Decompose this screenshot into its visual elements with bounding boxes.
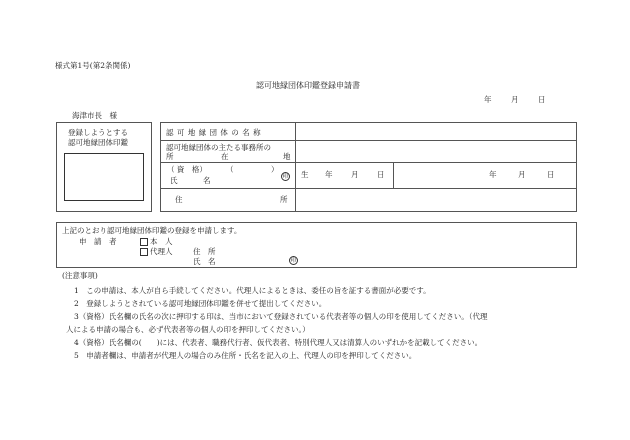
office-label-2b: 在 — [221, 152, 229, 161]
option-agent-label: 代理人 — [150, 247, 173, 256]
birth-month-label: 月 — [351, 170, 359, 179]
applicant-label: 申 請 者 — [79, 237, 117, 246]
agent-checkbox[interactable] — [140, 248, 148, 256]
seal-section-label-1: 登録しようとする — [68, 128, 128, 137]
seal-section — [56, 122, 152, 212]
office-label-2a: 所 — [166, 152, 174, 161]
birth-day-label: 日 — [377, 170, 385, 179]
group-name-label: 認 可 地 縁 団 体 の 名 称 — [166, 128, 262, 137]
birth-label: 生 — [301, 170, 309, 179]
note-item: 1 この申請は、本人が自ら手続してください。代理人によるときは、委任の旨を証する書面が必要です。 — [74, 286, 431, 295]
reg-month-label: 月 — [518, 170, 526, 179]
option-self[interactable] — [140, 237, 173, 246]
address-field[interactable] — [300, 195, 572, 205]
application-statement: 上記のとおり認可地縁団体印鑑の登録を申請します。 — [62, 226, 242, 235]
date-month-label: 月 — [511, 95, 519, 104]
table-divider — [393, 162, 394, 188]
birth-year-label: 年 — [325, 170, 333, 179]
seal-section-label-2: 認可地縁団体印鑑 — [68, 138, 128, 147]
seal-impression-area[interactable] — [64, 153, 144, 201]
self-checkbox[interactable] — [140, 238, 148, 246]
page-title: 認可地縁団体印鑑登録申請書 — [256, 81, 360, 90]
reg-day-label: 日 — [547, 170, 555, 179]
agent-seal-mark: 印 — [290, 257, 297, 264]
address-label-a: 住 — [175, 195, 183, 204]
table-divider — [295, 122, 296, 212]
rep-role-label: （ 資 格） — [167, 165, 207, 174]
note-item: 4（資格）氏名欄の( )には、代表者、職務代行者、仮代表者、特別代理人又は清算人のいずれかを記載してください。 — [74, 338, 483, 347]
address-label-b: 所 — [280, 195, 288, 204]
rep-role-paren[interactable]: （ ） — [226, 165, 279, 174]
addressee: 海津市長 様 — [72, 111, 117, 120]
note-item: 人による申請の場合も、必ず代表者等の個人の印を押印してください。） — [66, 325, 310, 334]
group-name-field[interactable] — [300, 128, 572, 138]
rep-name-label-a: 氏 — [170, 176, 178, 185]
note-item: 5 申請者欄は、申請者が代理人の場合のみ住所・氏名を記入の上、代理人の印を押印してください。 — [74, 351, 417, 360]
table-row-line — [160, 140, 577, 141]
table-row-line — [160, 162, 577, 163]
office-label-2c: 地 — [283, 152, 291, 161]
office-address-field[interactable] — [300, 148, 572, 158]
date-year-label: 年 — [484, 95, 492, 104]
note-item: 3（資格）氏名欄の氏名の次に押印する印は、当市において登録されている代表者等の個人の印を使用してください。（代理 — [74, 312, 488, 321]
option-agent[interactable] — [140, 247, 173, 256]
office-label-1: 認可地縁団体の主たる事務所の — [166, 143, 271, 152]
agent-address-label: 住 所 — [193, 247, 216, 256]
rep-seal-mark: 印 — [282, 173, 289, 180]
table-row-line — [160, 188, 577, 189]
reg-year-label: 年 — [489, 170, 497, 179]
date-day-label: 日 — [538, 95, 546, 104]
agent-name-label: 氏 名 — [193, 257, 216, 266]
note-item: 2 登録しようとされている認可地縁団体印鑑を併せて提出してください。 — [74, 299, 327, 308]
notes-heading: (注意事項) — [62, 271, 98, 280]
rep-name-label-b: 名 — [203, 176, 211, 185]
form-number: 様式第1号(第2条関係) — [55, 61, 131, 70]
option-self-label: 本 人 — [150, 237, 173, 246]
